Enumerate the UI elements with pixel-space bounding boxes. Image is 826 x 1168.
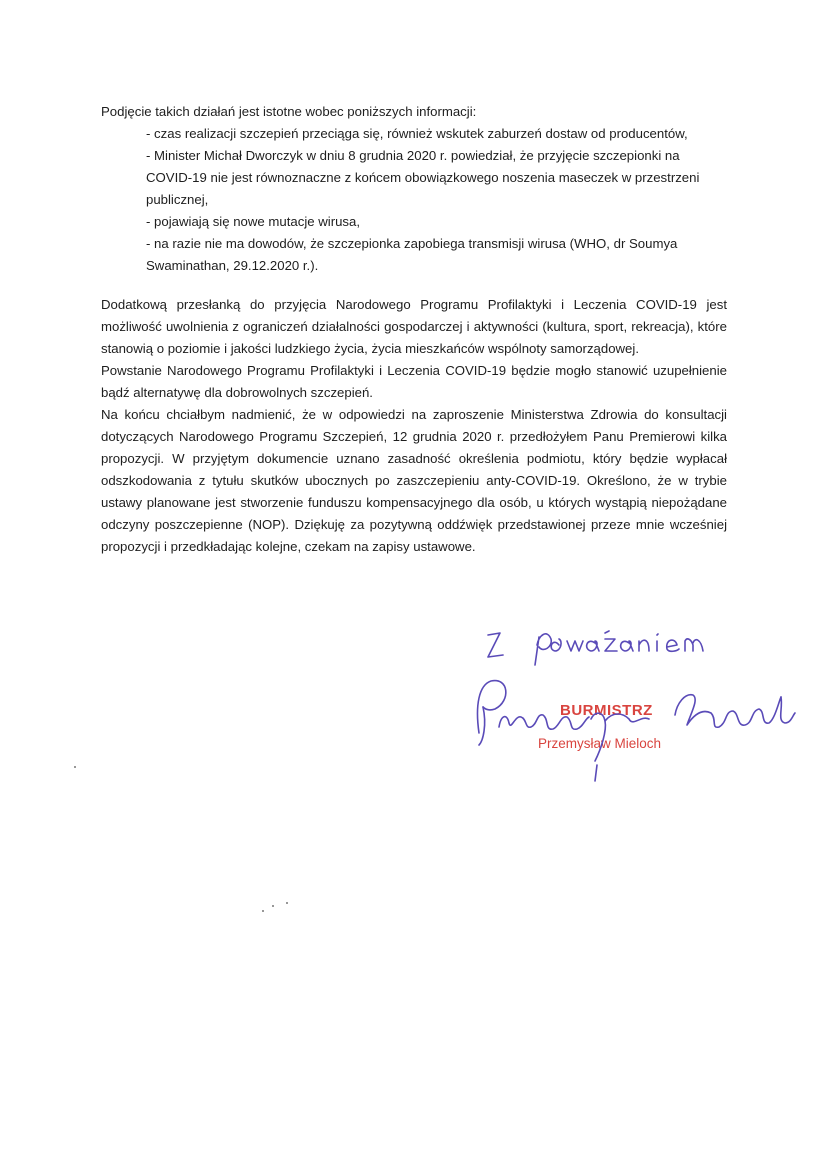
scan-speck — [272, 905, 274, 907]
paragraph-programme: Powstanie Narodowego Programu Profilaktyki i Leczenia COVID-19 będzie mogło stanowić uzupełnienie bądź alternatywę dla dobrowolnych szczepień. — [101, 363, 727, 400]
scan-speck — [74, 766, 76, 768]
stamp-name: Przemysław Mieloch — [538, 736, 662, 751]
handwritten-signature — [455, 615, 805, 785]
info-list — [146, 123, 706, 277]
list-item: - pojawiają się nowe mutacje wirusa, — [146, 214, 361, 229]
scan-speck — [286, 902, 288, 904]
stamp-title: BURMISTRZ — [560, 702, 653, 719]
list-item: - na razie nie ma dowodów, że szczepionka zapobiega transmisji wirusa (WHO, dr Soumya — [146, 236, 678, 251]
list-item: - Minister Michał Dworczyk w dniu 8 grudnia 2020 r. powiedział, że przyjęcie szczepionki na — [146, 148, 680, 163]
scan-speck — [262, 910, 264, 912]
intro-line: Podjęcie takich działań jest istotne wobec poniższych informacji: — [101, 104, 477, 119]
body-text — [101, 294, 727, 558]
list-item-continuation: publicznej, — [146, 192, 209, 207]
list-item: - czas realizacji szczepień przeciąga się, również wskutek zaburzeń dostaw od producentów, — [146, 126, 688, 141]
paragraph-consultation: Na końcu chciałbym nadmienić, że w odpowiedzi na zaproszenie Ministerstwa Zdrowia do konsultacji dotyczących Narodowego Programu Szczepień, 12 grudnia 2020 r. przedłożyłem Panu Premierowi kilka propozycji. W przyjętym dokumencie uznano zasadność określenia podmiotu, który będzie wypłacał odszkodowania z tytułu skutków ubocznych po zaszczepieniu anty-COVID-19. Określono, że w trybie ustawy planowane jest stworzenie funduszu kompensacyjnego dla osób, u których wystąpią niepożądane odczyny poszczepienne (NOP). Dziękuję za pozytywną oddźwięk przedstawionej przeze mnie wcześniej propozycji i przedkładając kolejne, czekam na zapisy ustawowe. — [101, 407, 727, 554]
paragraph-justification: Dodatkową przesłanką do przyjęcia Narodowego Programu Profilaktyki i Leczenia COVID-19 jest możliwość uwolnienia z ograniczeń działalności gospodarczej i aktywności (kultura, sport, rekreacja), które stanowią o poziomie i jakości ludzkiego życia, życia mieszkańców wspólnoty samorządowej. — [101, 297, 727, 356]
list-item-continuation: COVID-19 nie jest równoznaczne z końcem obowiązkowego noszenia maseczek w przestrzeni — [146, 170, 700, 185]
list-item-continuation: Swaminathan, 29.12.2020 r.). — [146, 258, 319, 273]
